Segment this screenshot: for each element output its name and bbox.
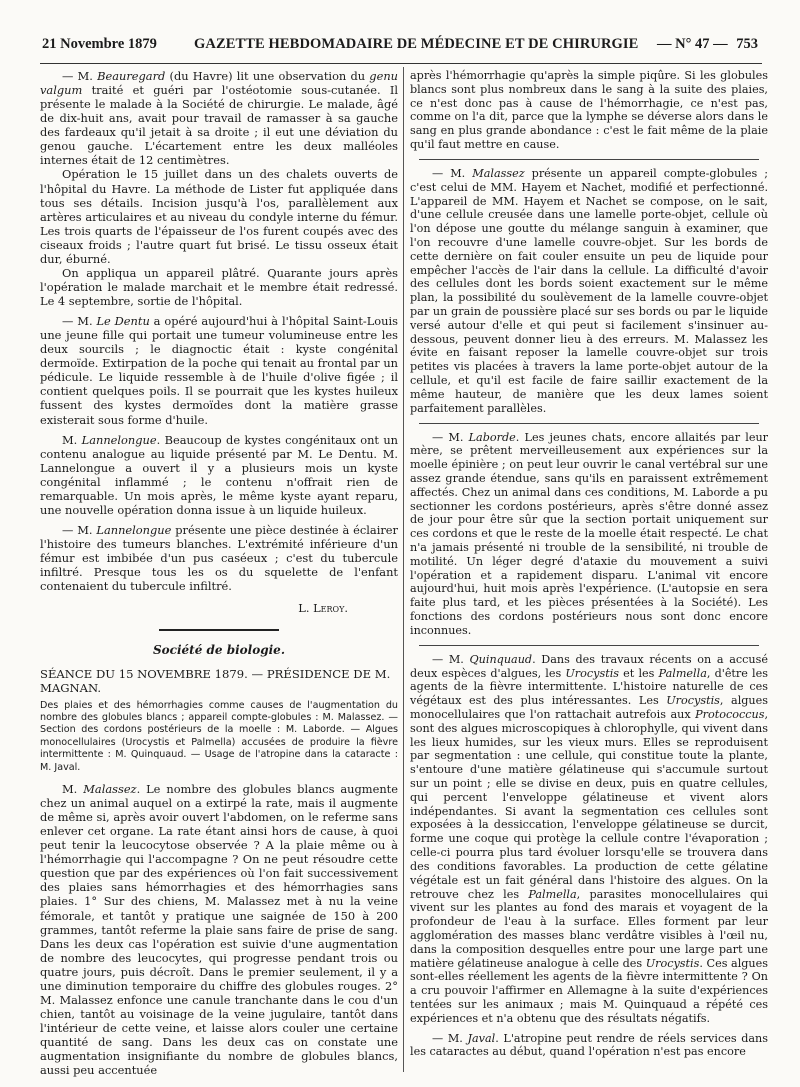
signature: L. Leroy. bbox=[298, 601, 348, 616]
species-name: Urocystis bbox=[565, 666, 620, 680]
header-page-number: 753 bbox=[736, 36, 758, 52]
paragraph-lannelongue-1: M. Lannelongue. Beaucoup de kystes congénitaux ont un contenu analogue au liquide présenté par M. Le Dentu. M. Lannelongue a ouvert il y a plusieurs mois un kyste congénital inflammé ; le contenu n'offrait rien de remarquable. Un mois après, le même kyste ayant reparu, une nouvelle opération donna issue à un liquide huileux. bbox=[40, 432, 399, 517]
paragraph-operation: Opération le 15 juillet dans un des chalets ouverts de l'hôpital du Havre. La méthode de Lister fut appliquée dans tous ses détails. Incision jusqu'à l'os, parallèlement aux artères articulaires et au niveau du condyle interne du fémur. Les trois quarts de l'épaisseur de l'os furent coupés avec des ciseaux froids ; l'autre quart fut brisé. Le tissu osseux était dur, éburné. bbox=[40, 167, 398, 266]
running-header bbox=[42, 33, 760, 55]
left-column bbox=[40, 69, 398, 1077]
species-name: Protococcus bbox=[695, 707, 765, 721]
paragraph-beauregard: — M. Beauregard (du Havre) lit une observation du genu valgum traité et guéri par l'ostéotomie sous-cutanée. Il présente le malade à la Société de chirurgie. Le malade, âgé de dix-huit ans, avait pour travail de ramasser à sa gauche des fardeaux qu'il jetait à sa droite ; il eut une déviation du genou gauche. L'écartement entre les deux malléoles internes était de 12 centimètres. bbox=[40, 69, 399, 168]
species-name: Urocystis bbox=[645, 956, 700, 970]
paragraph-continuation: après l'hémorrhagie qu'après la simple piqûre. Si les globules blancs sont plus nombreux dans le sang à la suite des plaies, ce n'est donc pas à cause de l'hémorrhagie, ce n'est pas, comme on l'a dit, parce que la lymphe se déverse alors dans le sang en plus grande abondance : c'est le fait même de la plaie qu'il faut mettre en cause. bbox=[410, 69, 768, 152]
separator-rule bbox=[419, 159, 759, 160]
speaker-name: Malassez bbox=[83, 781, 137, 796]
header-date: 21 Novembre 1879 bbox=[42, 36, 157, 52]
header-issue-number: — N° 47 — bbox=[657, 36, 728, 52]
speaker-name: Lannelongue bbox=[96, 522, 172, 537]
species-name: Palmella bbox=[528, 887, 577, 901]
paragraph-le-dentu: — M. Le Dentu a opéré aujourd'hui à l'hôpital Saint-Louis une jeune fille qui portait une tumeur volumineuse entre les deux sourcils ; le diagnoctic était : kyste congénital dermoïde. Extirpation de la poche qui tenait au frontal par un pédicule. Le liquide ressemble à de l'huile d'olive figée ; il contient quelques poils. Il se pourrait que les kystes huileux fussent des kystes dermoïdes dont la matière grasse existerait sous forme d'huile. bbox=[40, 314, 398, 427]
paragraph-malassez-2: — M. Malassez présente un appareil compte-globules ; c'est celui de MM. Hayem et Nachet, modifié et perfectionné. L'appareil de MM. Hayem et Nachet se compose, on le sait, d'une cellule creusée dans une lamelle porte-objet, cellule où l'on dépose une goutte du mélange sanguin à examiner, que l'on recouvre d'une lamelle couvre-objet. Sur les bords de cette dernière on fait couler ensuite un peu de liquide pour empêcher l'accès de l'air dans la cellule. La difficulté d'avoir des cellules dont les bords soient exactement sur le même plan, la possibilité du soulèvement de la lamelle couvre-objet par un grain de poussière placé sur ses bords ou par le liquide versé autour d'elle et qui peut si facilement s'insinuer au-dessous, peuvent donner lieu à des erreurs. M. Malassez les évite en faisant reposer la lamelle couvre-objet sur trois petites vis placées à travers la lame porte-objet autour de la cellule, et qu'il est facile de faire saillir exactement de la même hauteur, de manière que les deux lames soient parfaitement parallèles. bbox=[410, 166, 769, 415]
species-name: Urocystis bbox=[666, 694, 720, 708]
speaker-name: Laborde bbox=[468, 430, 516, 444]
paragraph-quinquaud: — M. Quinquaud. Dans des travaux récents on a accusé deux espèces d'algues, les Urocystis et les Palmella, d'être les agents de la fièvre intermittente. L'histoire naturelle de ces végétaux est des plus intéressantes. Les Urocystis, algues monocellulaires que l'on rattachait autrefois aux Protococcus, sont des algues microscopiques à chlorophylle, qui vivent dans les lieux humides, sur les vieux murs. Elles se reproduisent par segmentation : une cellule, qui constitue toute la plante, s'entoure d'une matière gélatineuse qui s'accumule surtout sur un point ; elle se divise en deux, puis en quatre cellules, qui percent l'enveloppe gélatineuse et vivent alors indépendantes. Si avant la segmentation ces cellules sont exposées à la dessiccation, l'enveloppe gélatineuse se durcit, forme une coque qui protège la cellule contre l'évaporation ; celle-ci pourra plus tard évoluer lorsqu'elle se trouvera dans des conditions favorables. La production de cette gélatine végétale est un fait général dans l'histoire des algues. On la retrouve chez les Palmella, parasites monocellulaires qui vivent sur les plantes au fond des marais et voyagent de la profondeur de l'eau à la surface. Elles forment par leur agglomération des masses blanc verdâtre visibles à l'œil nu, dans la composition desquelles entre pour une large part une matière gélatineuse analogue à celle des Urocystis. Ces algues sont-elles réellement les agents de la fièvre intermittente ? On a cru pouvoir l'affirmer en Allemagne à la suite d'expériences tentées sur les animaux ; mais M. Quinquaud a répété ces expériences et n'a obtenu que des résultats négatifs. bbox=[410, 652, 768, 1025]
paragraph-laborde: — M. Laborde. Les jeunes chats, encore allaités par leur mère, se prêtent merveilleusement aux expériences sur la moelle épinière ; on peut leur ouvrir le canal vertébral sur une assez grande étendue, sans qu'ils en paraissent extrêmement affectés. Chez un animal dans ces conditions, M. Laborde a pu sectionner les cordons postérieurs, après s'être donné assez de jour pour être sûr que la section portait uniquement sur ces cordons et que le reste de la moelle était respecté. Le chat n'a jamais présenté ni trouble de la sensibilité, ni trouble de motilité. Un léger degré d'ataxie du mouvement a suivi l'opération et a rapidement disparu. L'animal vit encore aujourd'hui, huit mois après l'expérience. (L'autopsie en sera faite plus tard, et les pièces présentées à la Société). Les fonctions des cordons postérieurs nous sont donc encore inconnues. bbox=[410, 430, 769, 637]
session-summary: Des plaies et des hémorrhagies comme causes de l'augmentation du nombre des globules blancs ; appareil compte-globules : M. Malassez. — Section des cordons postérieurs de la moelle : M. Laborde. — Algues monocellulaires (Urocystis et Palmella) accusées de produire la fièvre intermittente : M. Quinquaud. — Usage de l'atropine dans la cataracte : M. Javal. bbox=[40, 699, 398, 773]
species-name: Palmella bbox=[658, 666, 707, 680]
paragraph-javal: — M. Javal. L'atropine peut rendre de réels services dans les cataractes au début, quand l'opération n'est pas encore bbox=[410, 1031, 768, 1059]
speaker-name: Quinquaud bbox=[469, 652, 533, 666]
separator-rule bbox=[419, 423, 759, 424]
header-journal-title: GAZETTE HEBDOMADAIRE DE MÉDECINE ET DE CHIRURGIE bbox=[194, 36, 639, 52]
column-divider bbox=[403, 67, 404, 1072]
paragraph-malassez-1: M. Malassez. Le nombre des globules blancs augmente chez un animal auquel on a extirpé la rate, mais il augmente de même si, après avoir ouvert l'abdomen, on le referme sans enlever cet organe. La rate étant ainsi hors de cause, à quoi peut tenir la leucocytose observée ? A la plaie même ou à l'hémorrhagie qui l'accompagne ? On ne peut résoudre cette question que par des expériences où l'on fait successivement des plaies sans hémorrhagies et des hémorrhagies sans plaies. 1° Sur des chiens, M. Malassez met à nu la veine fémorale, et tantôt y pratique une saignée de 150 à 200 grammes, tantôt referme la plaie sans faire de prise de sang. Dans les deux cas l'opération est suivie d'une augmentation de nombre des leucocytes, qui progresse pendant trois ou quatre jours, puis décroît. Dans le premier seulement, il y a une diminution temporaire du chiffre des globules rouges. 2° M. Malassez enfonce une canule tranchante dans le cou d'un chien, tantôt au voisinage de la veine jugulaire, tantôt dans l'intérieur de cette veine, et laisse alors couler une certaine quantité de sang. Dans les deux cas on constate une augmentation insignifiante du nombre de globules blancs, aussi peu accentuée bbox=[40, 781, 399, 1078]
speaker-name: Javal bbox=[467, 1031, 496, 1045]
right-column bbox=[410, 69, 768, 1059]
speaker-name: Beauregard bbox=[97, 69, 166, 83]
section-title: Société de biologie. bbox=[152, 643, 285, 658]
section-rule bbox=[159, 629, 279, 631]
italic-term: genu valgum bbox=[40, 69, 399, 98]
speaker-name: Lannelongue bbox=[81, 432, 157, 447]
separator-rule bbox=[419, 645, 759, 646]
seance-heading: SÉANCE DU 15 NOVEMBRE 1879. — PRÉSIDENCE DE M. MAGNAN. bbox=[40, 667, 391, 696]
speaker-name: Le Dentu bbox=[96, 314, 150, 329]
paragraph-lannelongue-2: — M. Lannelongue présente une pièce destinée à éclairer l'histoire des tumeurs blanches. L'extrémité inférieure d'un fémur est imbibée d'un pus caséeux ; c'est du tubercule infiltré. Presque tous les os du squelette de l'enfant contenaient du tubercule infiltré. bbox=[40, 522, 398, 594]
header-rule bbox=[40, 63, 762, 64]
speaker-name: Malassez bbox=[472, 166, 525, 180]
paragraph-platre: On appliqua un appareil plâtré. Quarante jours après l'opération le malade marchait et le membre était redressé. Le 4 septembre, sortie de l'hôpital. bbox=[40, 265, 398, 308]
